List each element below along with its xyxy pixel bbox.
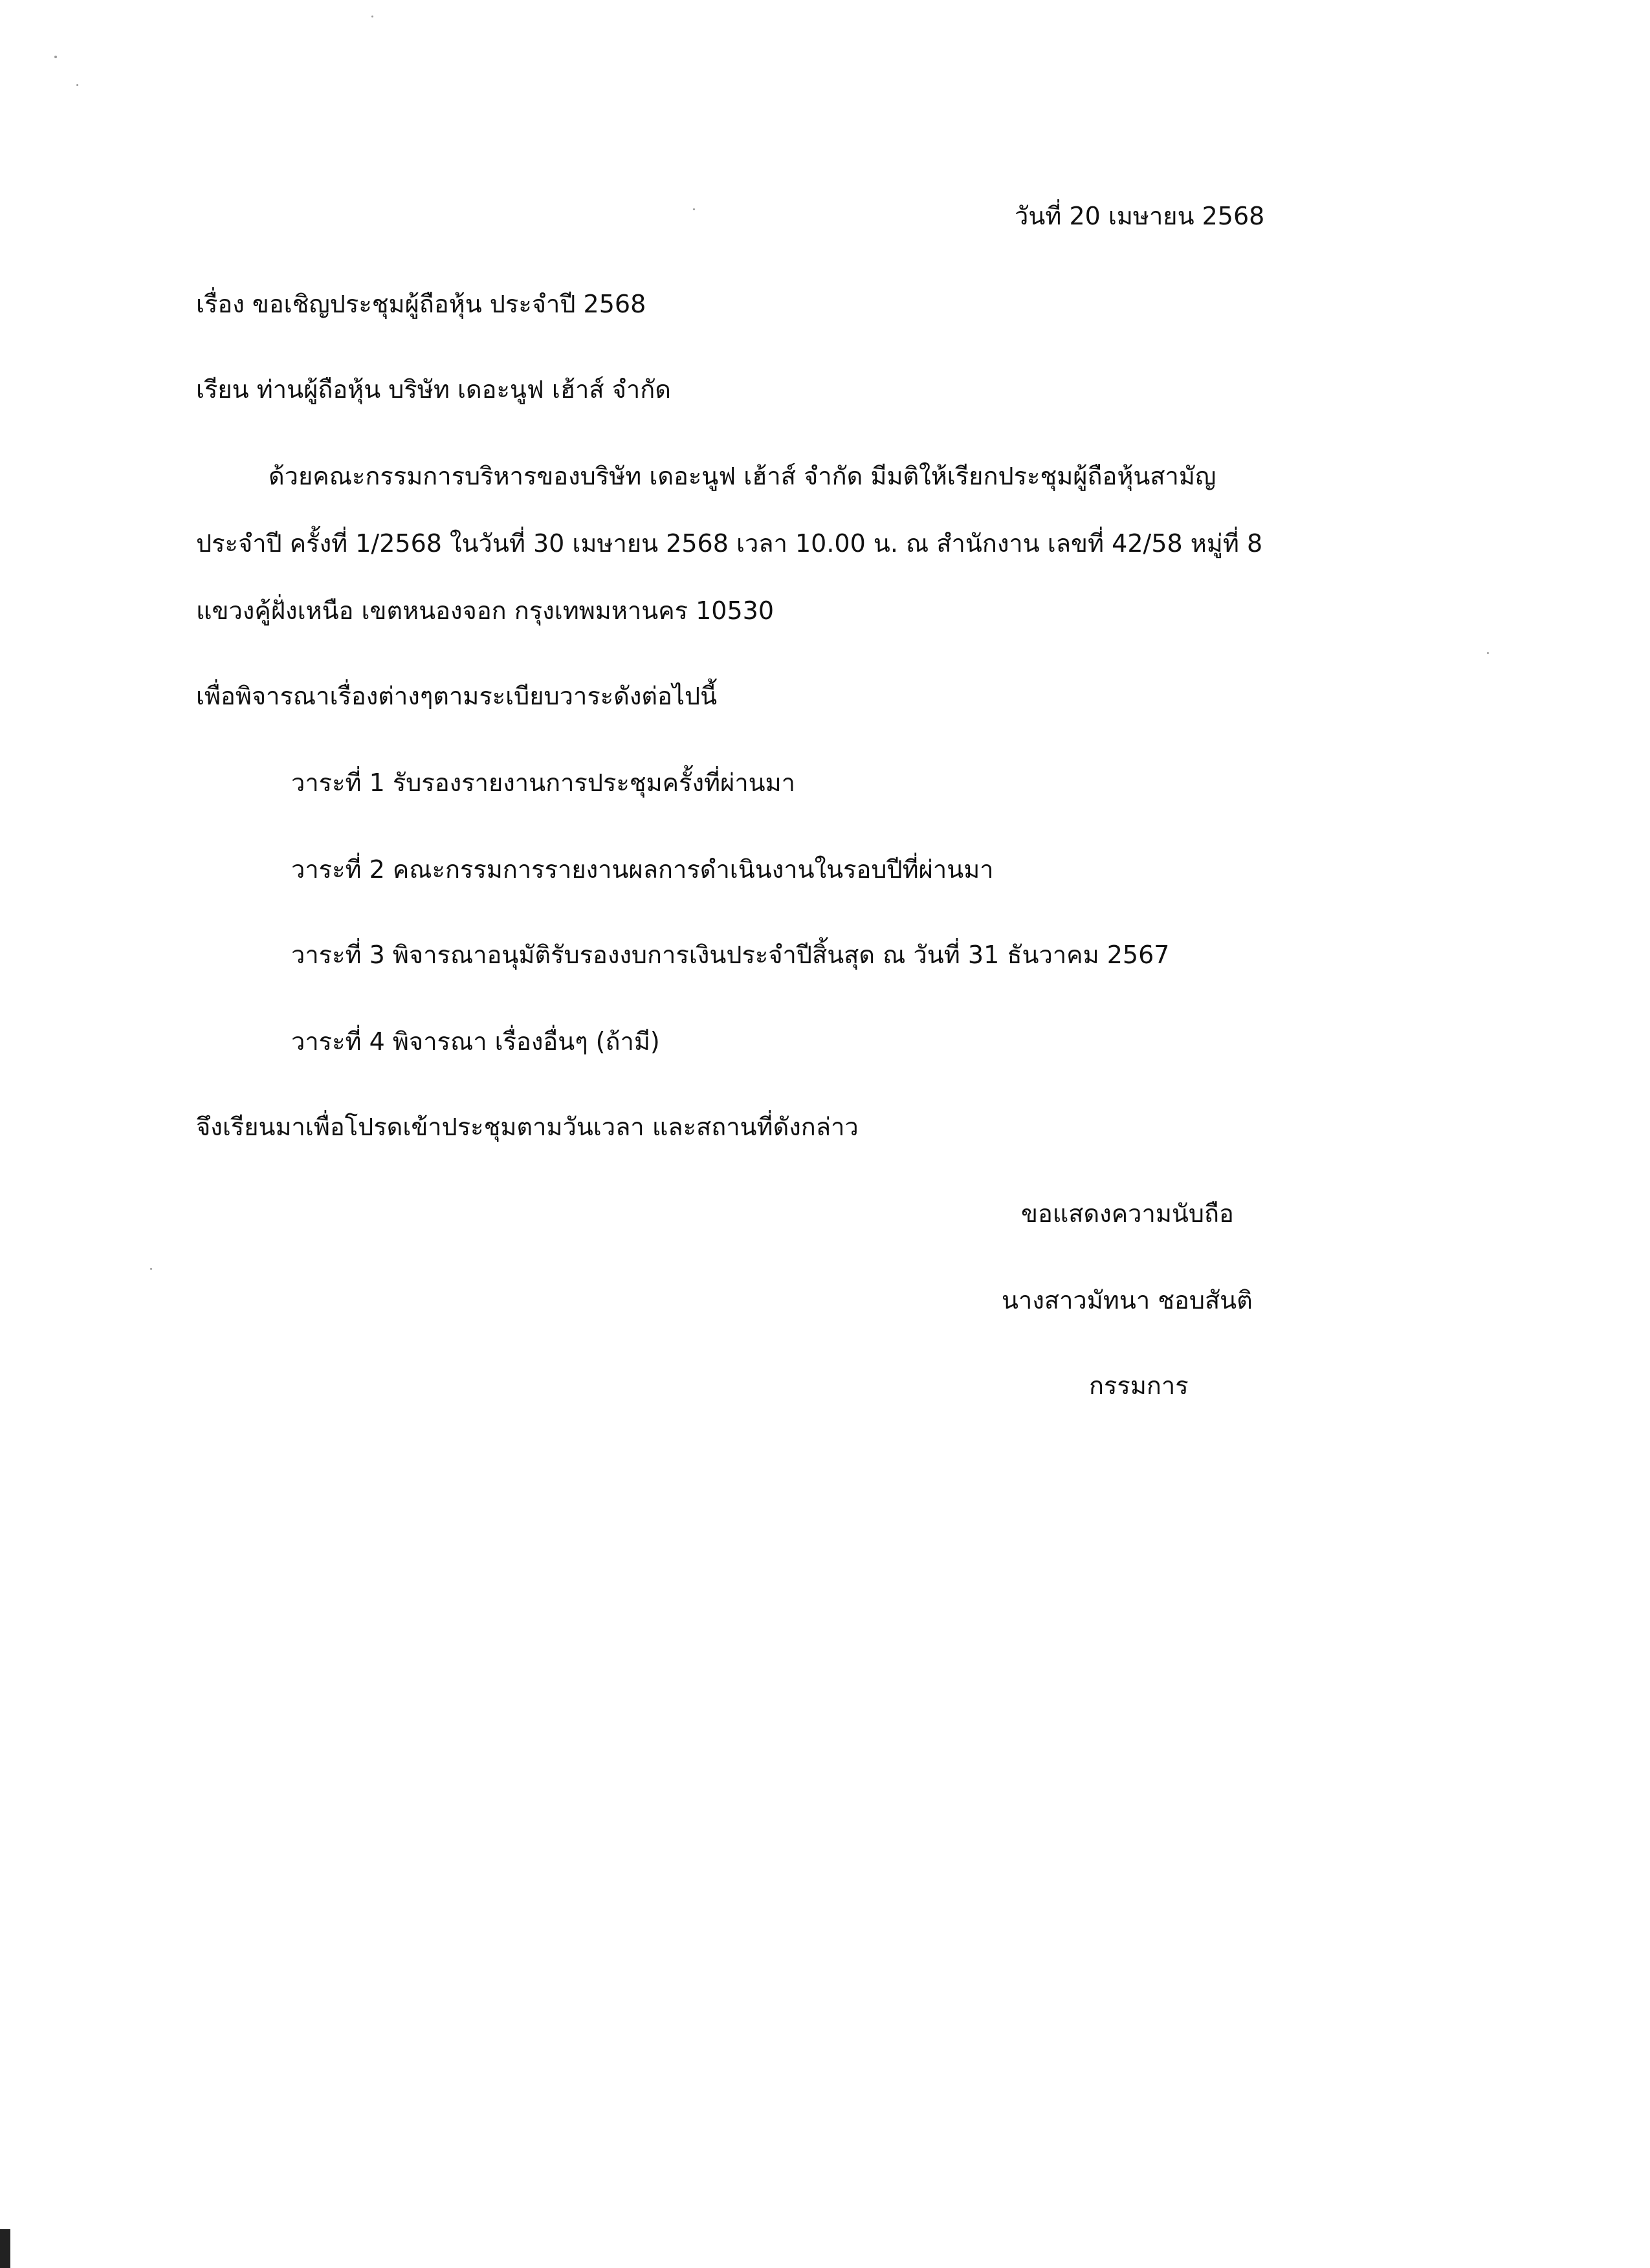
signer-name: นางสาวมัทนา ชอบสันติ: [1002, 1286, 1253, 1314]
body-line-2: ประจำปี ครั้งที่ 1/2568 ในวันที่ 30 เมษายน 2568 เวลา 10.00 น. ณ สำนักงาน เลขที่ 42/58 หมู่ที่ 8: [196, 529, 1263, 558]
agenda-intro: เพื่อพิจารณาเรื่องต่างๆตามระเบียบวาระดังต่อไปนี้: [196, 682, 718, 710]
letter-subject: เรื่อง ขอเชิญประชุมผู้ถือหุ้น ประจำปี 2568: [196, 290, 646, 318]
body-line-1: ด้วยคณะกรรมการบริหารของบริษัท เดอะนูฟ เฮ้าส์ จำกัด มีมติให้เรียกประชุมผู้ถือหุ้นสามัญ: [269, 462, 1216, 490]
scan-speck: [54, 56, 57, 58]
agenda-item-2: วาระที่ 2 คณะกรรมการรายงานผลการดำเนินงานในรอบปีที่ผ่านมา: [291, 855, 994, 884]
signer-position: กรรมการ: [1089, 1371, 1189, 1400]
scan-speck: [76, 84, 78, 86]
agenda-item-4: วาระที่ 4 พิจารณา เรื่องอื่นๆ (ถ้ามี): [291, 1027, 660, 1056]
letter-recipient: เรียน ท่านผู้ถือหุ้น บริษัท เดอะนูฟ เฮ้าส์ จำกัด: [196, 375, 671, 404]
scan-edge-mark: [0, 2229, 10, 2268]
regards-text: ขอแสดงความนับถือ: [1021, 1199, 1234, 1228]
body-line-3: แขวงคู้ฝั่งเหนือ เขตหนองจอก กรุงเทพมหานคร 10530: [196, 596, 774, 625]
scan-speck: [1487, 652, 1489, 654]
closing-sentence: จึงเรียนมาเพื่อโปรดเข้าประชุมตามวันเวลา และสถานที่ดังกล่าว: [196, 1113, 859, 1141]
agenda-item-1: วาระที่ 1 รับรองรายงานการประชุมครั้งที่ผ่านมา: [291, 769, 796, 797]
agenda-item-3: วาระที่ 3 พิจารณาอนุมัติรับรองงบการเงินประจำปีสิ้นสุด ณ วันที่ 31 ธันวาคม 2567: [291, 941, 1170, 969]
scan-speck: [693, 208, 695, 210]
scan-speck: [371, 16, 373, 17]
scan-speck: [150, 1268, 152, 1270]
letter-date: วันที่ 20 เมษายน 2568: [1015, 202, 1265, 230]
